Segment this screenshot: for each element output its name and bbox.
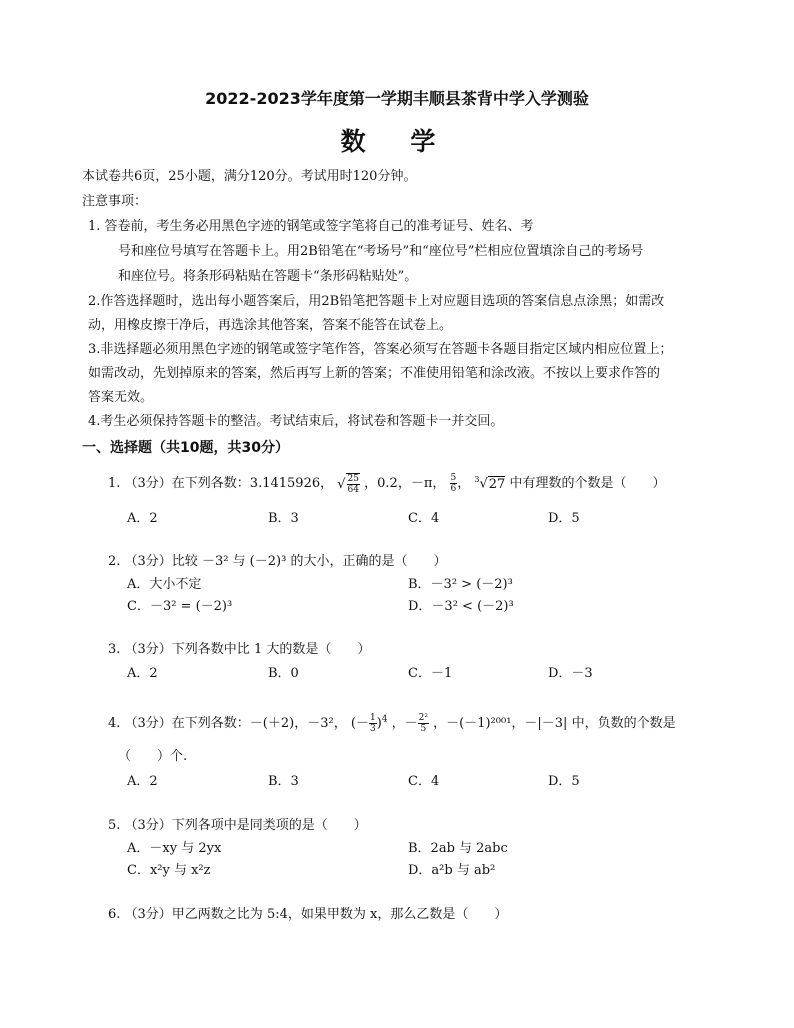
subject-heading: 数 学 [340, 127, 454, 156]
option-b: B．0 [268, 666, 299, 681]
option-a: A．－xy 与 2yx [127, 841, 222, 856]
question-4-prefix: 4. （3分）在下列各数：－(＋2)，－3²， [108, 716, 347, 731]
question-1-mid: ，0.2，－π， [364, 476, 446, 491]
fraction: $\frac{\text{2²}}{5}$ [418, 713, 428, 734]
note-line: 1. 答卷前，考生务必用黑色字迹的钢笔或签字笔将自己的准考证号、姓名、考 [88, 219, 534, 234]
option-b: B．3 [268, 774, 299, 789]
option-c: C．－3² = (－2)³ [127, 599, 233, 614]
option-c: C．4 [408, 774, 440, 789]
note-line: 如需改动，先划掉原来的答案，然后再写上新的答案；不准使用铅笔和涂改液。不按以上要求作答的 [88, 366, 661, 381]
option-c: C．－1 [408, 666, 453, 681]
option-d: D．5 [548, 511, 580, 526]
option-d: D．5 [548, 774, 580, 789]
question-6-stem: 6. （3分）甲乙两数之比为 5:4，如果甲数为 x，那么乙数是（ ） [108, 907, 508, 922]
note-line: 4.考生必须保持答题卡的整洁。考试结束后，将试卷和答题卡一并交回。 [88, 414, 504, 429]
question-4-suffix: ，－(－1)²⁰⁰¹，－|－3| 中，负数的个数是 [433, 716, 676, 731]
question-1-stem: 1. （3分）在下列各数：3.1415926， √ $\frac{25}{64}$ ，0.2，－π， $\frac{5}{6}$ ， $^3$√27 中有理数的个数是（ ） [108, 473, 666, 495]
question-1-prefix: 1. （3分）在下列各数：3.1415926， [108, 476, 334, 491]
question-2-stem: 2. （3分）比较 －3² 与 (－2)³ 的大小，正确的是（ ） [108, 554, 447, 569]
option-a: A．大小不定 [127, 577, 202, 592]
option-a: A．2 [127, 774, 158, 789]
sqrt-denominator: 64 [347, 484, 359, 495]
question-4-line2: （ ）个. [118, 749, 188, 764]
square-root-expression: √ $\frac{25}{64}$ [337, 473, 359, 495]
note-line: 2.作答选择题时，选出每小题答案后，用2B铅笔把答题卡上对应题目选项的答案信息点涂黑；如需改 [88, 294, 665, 309]
notice-heading: 注意事项： [82, 194, 148, 209]
section-heading: 一、选择题（共10题，共30分） [82, 440, 289, 456]
question-5-stem: 5. （3分）下列各项中是同类项的是（ ） [108, 818, 367, 833]
exam-info: 本试卷共6页，25小题，满分120分。考试用时120分钟。 [82, 169, 417, 184]
option-d: D．－3 [548, 666, 593, 681]
exam-title: 2022-2023学年度第一学期丰顺县茶背中学入学测验 [205, 89, 589, 108]
option-a: A．2 [127, 511, 158, 526]
option-d: D．－3² < (－2)³ [408, 599, 514, 614]
option-b: B．3 [268, 511, 299, 526]
note-line: 答案无效。 [88, 390, 154, 405]
cube-root-expression: $^3$√27 [474, 475, 506, 492]
note-line: 动，用橡皮擦干净后，再选涂其他答案，答案不能答在试卷上。 [88, 318, 453, 333]
option-d: D．a²b 与 ab² [408, 863, 496, 878]
note-line: 3.非选择题必须用黑色字迹的钢笔或签字笔作答，答案必须写在答题卡各题目指定区域内相应位置上； [88, 342, 673, 357]
question-4-stem: 4. （3分）在下列各数：－(＋2)，－3²， (－ $\frac{1}{3}$ )$^4$ ，－ $\frac{\text{2²}}{5}$ ，－(－1)²⁰⁰¹，－|－3| 中，负数的个数是 [108, 713, 676, 734]
option-a: A．2 [127, 666, 158, 681]
note-line: 号和座位号填写在答题卡上。用2B铅笔在“考场号”和“座位号”栏相应位置填涂自己的考场号 [118, 244, 644, 259]
option-b: B．－3² > (－2)³ [408, 577, 513, 592]
question-1-suffix: 中有理数的个数是（ ） [509, 476, 666, 491]
option-b: B．2ab 与 2abc [408, 841, 508, 856]
sqrt-numerator: 25 [347, 473, 359, 484]
note-line: 和座位号。将条形码粘贴在答题卡“条形码粘贴处”。 [118, 269, 418, 284]
power-expression: (－ $\frac{1}{3}$ )$^4$ [350, 713, 388, 734]
option-c: C．4 [408, 511, 440, 526]
fraction: $\frac{5}{6}$ [450, 473, 457, 494]
question-3-stem: 3. （3分）下列各数中比 1 大的数是（ ） [108, 642, 371, 657]
option-c: C．x²y 与 x²z [127, 863, 211, 878]
